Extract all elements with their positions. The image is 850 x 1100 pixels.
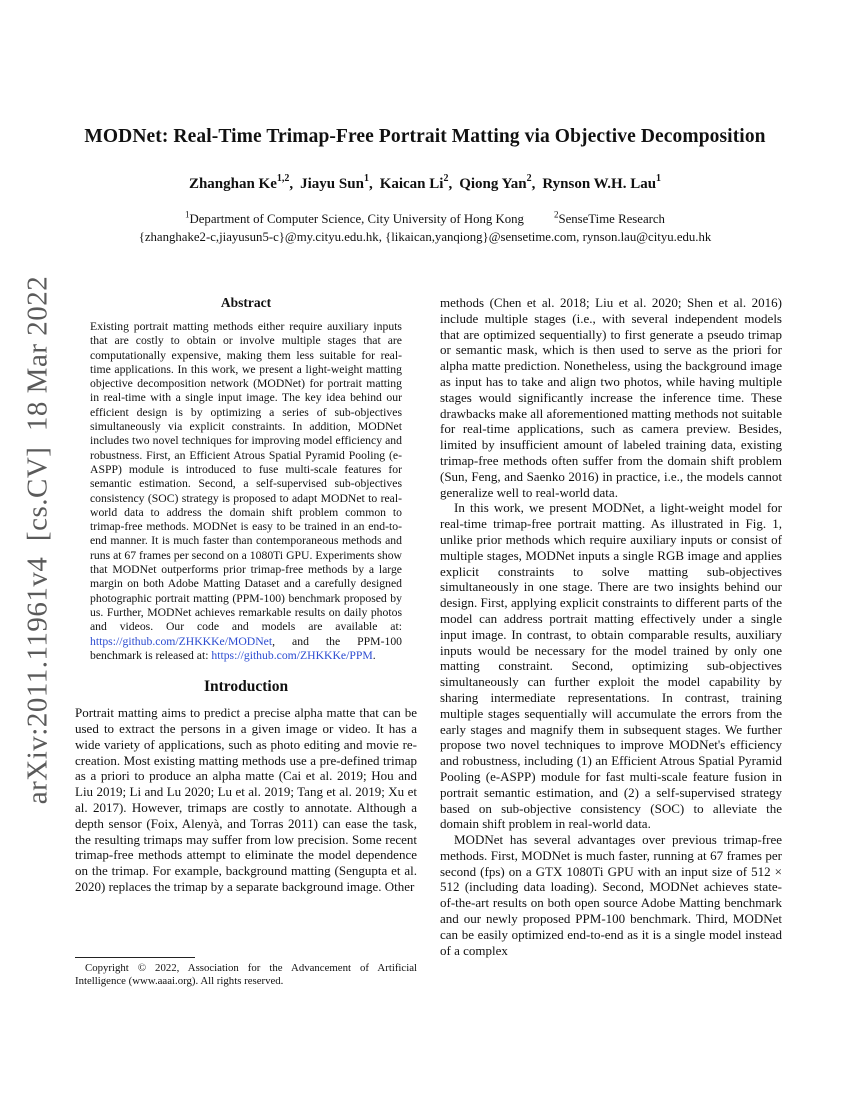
author [379, 173, 460, 192]
author-superscript: 2 [526, 173, 532, 184]
right-column [440, 295, 782, 958]
ppm-repo-link[interactable]: https://github.com/ZHKKKe/PPM [211, 648, 373, 662]
email-line: {zhanghake2-c,jiayusun5-c}@my.cityu.edu.hk, {likaican,yanqiong}@sensetime.com, rynson.lau@cityu.edu.hk [138, 230, 712, 245]
abstract-text-pre: Existing portrait matting methods either require auxiliary inputs that are costly to obtain or involve multiple stages that are computationally expensive, making them less suitable for real-time applications. In this work, we present a light-weight matting objective decomposition network (MODNet) for portrait matting in real-time with a single input image. The key idea behind our efficient design is by optimizing a series of sub-objectives simultaneously via explicit constraints. In addition, MODNet includes two novel techniques for improving model efficiency and robustness. First, an Efficient Atrous Spatial Pyramid Pooling (e-ASPP) module is introduced to fuse multi-scale features for semantic estimation. Second, a self-supervised sub-objectives consistency (SOC) strategy is proposed to adapt MODNet to real-world data to address the domain shift problem common to trimap-free methods. MODNet is easy to be trained in an end-to-end manner. It is much faster than contemporaneous methods and runs at 67 frames per second on a 1080Ti GPU. Experiments show that MODNet outperforms prior trimap-free methods by a large margin on both Adobe Matting Dataset and a carefully designed photographic portrait matting (PPM-100) benchmark proposed by us. Further, MODNet achieves remarkable results on daily photos and videos. Our code and models are available at: [90, 320, 402, 634]
author-superscript: 1,2 [276, 173, 290, 184]
modnet-repo-link[interactable]: https://github.com/ZHKKKe/MODNet [90, 634, 273, 648]
affiliation [185, 212, 524, 226]
affiliation-text: SenseTime Research [558, 212, 665, 227]
abstract-text [90, 320, 402, 663]
left-column [75, 295, 417, 988]
author-separator: , [289, 176, 294, 192]
affiliation [554, 212, 665, 226]
affiliation-line [60, 210, 790, 227]
author-name: Kaican Li [379, 176, 444, 192]
affiliation-text: Department of Computer Science, City University of Hong Kong [189, 212, 524, 227]
body-paragraph-2: In this work, we present MODNet, a light-weight model for real-time trimap-free portrait matting. As illustrated in Fig. 1, unlike prior methods which require auxiliary inputs or consist of multiple stages, MODNet inputs a single RGB image and applies explicit constraints to solve matting sub-objectives simultaneously in one stage. There are two insights behind our design. First, applying explicit constraints to different parts of the model can address portrait matting effectively under a single input image. In contrast, to obtain comparable results, auxiliary inputs would be necessary for the model trained by only one matting constraint. Second, optimizing sub-objectives simultaneously can further exploit the model capability by sharing intermediate representations. In contrast, training multiple stages sequentially will accumulate the errors from the early stages and magnify them in subsequent stages. We further propose two novel techniques to improve MODNet's efficiency and robustness, including (1) an Efficient Atrous Spatial Pyramid Pooling (e-ASPP) module for fast multi-scale feature fusion in portrait semantic estimation, and (2) a self-supervised strategy based on sub-objective consistency (SOC) to alleviate the domain shift problem in real-world data. [440, 500, 782, 832]
footnote-rule [75, 957, 195, 958]
body-paragraph-1: methods (Chen et al. 2018; Liu et al. 2020; Shen et al. 2016) include multiple stages (i.e., with several independent models that are optimized sequentially) to first generate a pseudo trimap or semantic mask, which is then used to serve as the priori for alpha matte prediction. Nonetheless, using the background image as input has to take and align two photos, while having multiple stages would significantly increase the inference time. These drawbacks make all aforementioned matting methods not suitable for real-time applications, such as camera preview. Besides, limited by insufficient amount of labeled training data, existing trimap-free methods often suffer from the domain shift problem (Sun, Feng, and Saenko 2016) in practice, i.e., the models cannot generalize well to real-world data. [440, 295, 782, 500]
author [542, 173, 662, 192]
author-superscript: 2 [443, 173, 449, 184]
author-separator: , [448, 176, 453, 192]
author-separator: , [531, 176, 536, 192]
abstract-text-post: . [372, 648, 376, 662]
introduction-paragraph: Portrait matting aims to predict a precise alpha matte that can be used to extract the persons in a given image or video. It has a wide variety of applications, such as photo editing and movie re-creation. Most existing matting methods use a pre-defined trimap as a priori to produce an alpha matte (Cai et al. 2019; Hou and Liu 2019; Li and Lu 2020; Lu et al. 2019; Tang et al. 2019; Xu et al. 2017). However, trimaps are costly to annotate. Although a depth sensor (Foix, Alenyà, and Torras 2011) can ease the task, the resulting trimaps may suffer from low precision. Some recent trimap-free methods attempt to eliminate the model dependence on the trimap. For example, background matting (Sengupta et al. 2020) replaces the trimap by a separate background image. Other [75, 705, 417, 894]
abstract-text-mid: , and the PPM-100 benchmark is released at: [90, 634, 402, 662]
body-paragraph-3: MODNet has several advantages over previous trimap-free methods. First, MODNet is much faster, running at 67 frames per second (fps) on a GTX 1080Ti GPU with an input size of 512 × 512 (including data loading). Second, MODNet achieves state-of-the-art results on both open source Adobe Matting benchmark and our newly proposed PPM-100 benchmark. Third, MODNet can be easily optimized end-to-end as it is a single model instead of a complex [440, 832, 782, 958]
author-name: Rynson W.H. Lau [542, 176, 657, 192]
author-superscript: 1 [363, 173, 369, 184]
author-separator: , [368, 176, 373, 192]
author-name: Zhanghan Ke [188, 176, 277, 192]
footnote-text: Copyright © 2022, Association for the Advancement of Artificial Intelligence (www.aaai.org). All rights reserved. [75, 962, 417, 987]
affiliation-superscript: 2 [553, 210, 559, 220]
abstract-heading: Abstract [220, 295, 272, 310]
introduction-heading: Introduction [203, 678, 289, 696]
author [188, 173, 300, 192]
affiliation-superscript: 1 [185, 210, 190, 220]
author-superscript: 1 [656, 173, 662, 184]
footnote [75, 957, 417, 988]
paper-header [60, 126, 790, 245]
author-line [60, 174, 790, 193]
author-name: Qiong Yan [459, 176, 527, 192]
author [459, 173, 542, 192]
author [300, 173, 380, 192]
paper-title: MODNet: Real-Time Trimap-Free Portrait Matting via Objective Decomposition [84, 126, 766, 147]
author-name: Jiayu Sun [300, 176, 364, 192]
arxiv-watermark: arXiv:2011.11961v4 [cs.CV] 18 Mar 2022 [21, 275, 54, 805]
